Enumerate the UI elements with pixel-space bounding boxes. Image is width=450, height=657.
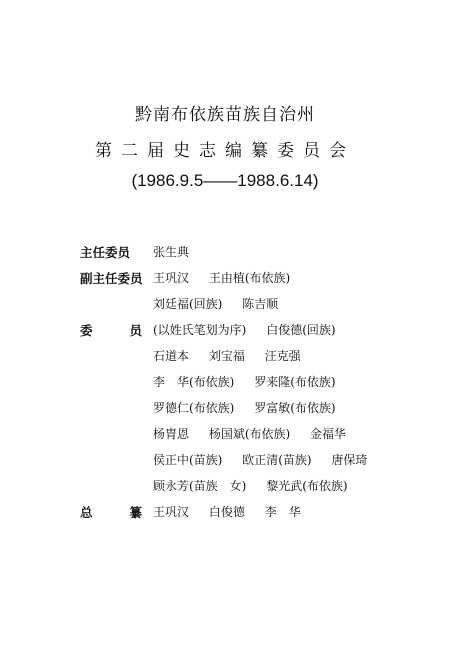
person-name: 唐保琦 bbox=[331, 453, 368, 467]
person-name: 金福华 bbox=[310, 427, 347, 441]
member-names-line-5 bbox=[153, 425, 362, 442]
person-name: 刘廷福(回族) bbox=[153, 297, 223, 311]
member-names-line-3 bbox=[153, 373, 352, 390]
roster-row-members-cont bbox=[80, 347, 420, 373]
title-term-dates: (1986.9.5——1988.6.14) bbox=[131, 171, 319, 190]
person-name: 王巩汉 bbox=[153, 271, 190, 285]
person-name: 白俊德 bbox=[208, 505, 245, 519]
label-members: 委 员 bbox=[80, 323, 142, 338]
label-editor: 总 纂 bbox=[80, 505, 142, 520]
roster-row-members-cont bbox=[80, 451, 420, 477]
roster-row-chief bbox=[80, 243, 420, 269]
member-names-line-6 bbox=[153, 451, 383, 468]
member-names-line-1 bbox=[153, 321, 352, 338]
label-deputy: 副主任委员 bbox=[80, 271, 143, 286]
roster-row-members-cont bbox=[80, 373, 420, 399]
person-name: 刘宝福 bbox=[208, 349, 245, 363]
person-name: 杨国斌(布依族) bbox=[208, 427, 291, 441]
person-name: 罗德仁(布依族) bbox=[153, 401, 235, 415]
chief-names bbox=[153, 243, 205, 260]
person-name: 张生典 bbox=[153, 245, 190, 259]
person-name: 杨胄恩 bbox=[153, 427, 190, 441]
committee-roster bbox=[80, 243, 420, 529]
title-prefecture: 黔南布依族苗族自治州 bbox=[135, 105, 315, 125]
label-chief: 主任委员 bbox=[80, 245, 131, 260]
person-name: 汪克强 bbox=[264, 349, 301, 363]
roster-row-members-cont bbox=[80, 425, 420, 451]
roster-row-editor bbox=[80, 503, 420, 529]
roster-row-members-cont bbox=[80, 477, 420, 503]
person-name: 罗来隆(布依族) bbox=[254, 375, 336, 389]
roster-row-deputy-cont bbox=[80, 295, 420, 321]
person-name: 黎光武(布依族) bbox=[266, 479, 348, 493]
person-name: 陈吉顺 bbox=[242, 297, 279, 311]
deputy-names-line-1 bbox=[153, 269, 306, 286]
ordering-note: (以姓氏笔划为序) bbox=[153, 323, 247, 337]
title-committee: 第二届史志编纂委员会 bbox=[95, 141, 355, 161]
person-name: 欧正清(苗族) bbox=[242, 453, 312, 467]
person-name: 李 华(布依族) bbox=[153, 375, 235, 389]
member-names-line-2 bbox=[153, 347, 317, 364]
person-name: 李 华 bbox=[264, 505, 301, 519]
editor-names bbox=[153, 503, 317, 520]
roster-row-members bbox=[80, 321, 420, 347]
roster-row-members-cont bbox=[80, 399, 420, 425]
member-names-line-7 bbox=[153, 477, 364, 494]
person-name: 石道本 bbox=[153, 349, 190, 363]
person-name: 罗富敏(布依族) bbox=[254, 401, 336, 415]
deputy-names-line-2 bbox=[153, 295, 294, 312]
person-name: 王由植(布依族) bbox=[208, 271, 291, 285]
person-name: 侯正中(苗族) bbox=[153, 453, 223, 467]
roster-row-deputy bbox=[80, 269, 420, 295]
person-name: 白俊德(回族) bbox=[266, 323, 336, 337]
person-name: 王巩汉 bbox=[153, 505, 190, 519]
member-names-line-4 bbox=[153, 399, 352, 416]
person-name: 顾永芳(苗族 女) bbox=[153, 479, 247, 493]
